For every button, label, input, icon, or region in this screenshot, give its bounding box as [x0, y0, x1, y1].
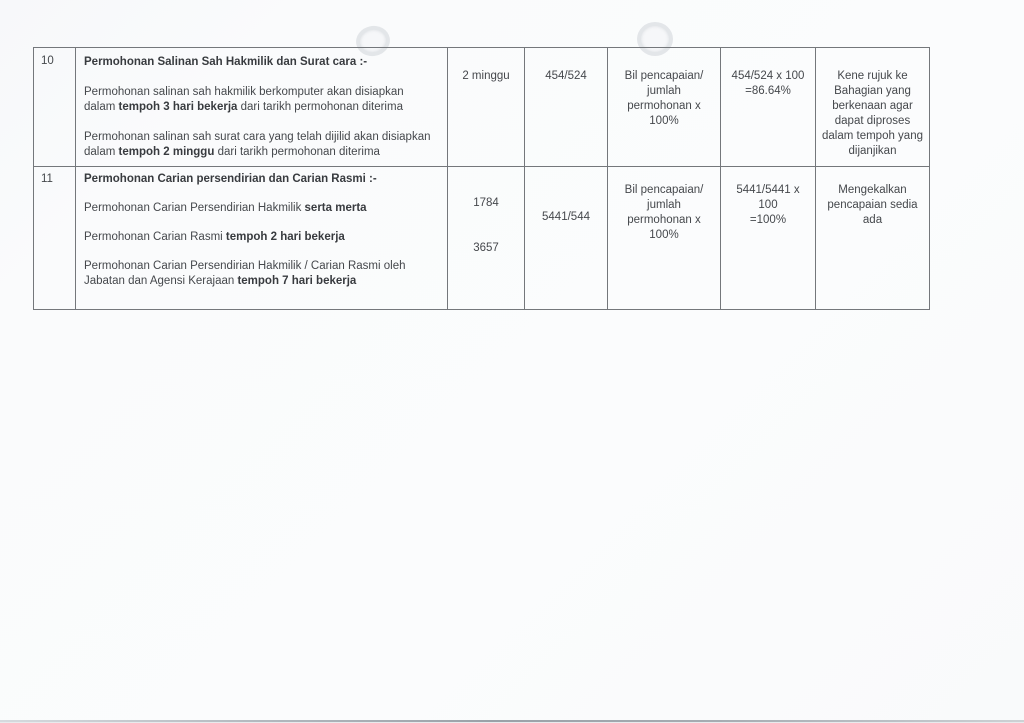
row-number: 10 [41, 55, 54, 67]
formula-line: jumlah [647, 85, 681, 97]
paragraph-text: Permohonan salinan sah surat cara yang telah dijilid akan disiapkan dalam [84, 131, 431, 158]
calculation-cell [721, 48, 816, 167]
ratio-value: 5441/544 [542, 211, 590, 223]
formula-line: 100% [649, 229, 679, 241]
paragraph-bold-text: tempoh 2 hari bekerja [225, 231, 345, 243]
paragraph-text: Permohonan salinan sah hakmilik berkomputer akan disiapkan dalam [84, 86, 404, 113]
count-value: 3657 [473, 242, 499, 254]
formula-line: 100% [649, 115, 679, 127]
remark-cell [816, 48, 930, 167]
service-paragraph [84, 259, 438, 289]
formula-line: jumlah [647, 199, 681, 211]
remark-line: dapat diproses [834, 115, 911, 127]
service-heading: Permohonan Carian persendirian dan Carian Rasmi :- [84, 173, 377, 185]
paragraph-bold-text: serta merta [304, 202, 367, 214]
service-paragraph [84, 230, 438, 245]
remark-line: dalam tempoh yang [821, 130, 923, 142]
row-number-cell [34, 48, 76, 167]
formula-line: permohonan x [627, 100, 701, 112]
calculation-line: 100 [758, 199, 778, 211]
formula-line: Bil pencapaian/ [624, 70, 704, 82]
description-cell [76, 167, 448, 310]
paragraph-text: dari tarikh permohonan diterima [237, 101, 403, 113]
paragraph-text: Permohonan Carian Persendirian Hakmilik / Carian Rasmi oleh Jabatan dan Agensi Kerajaan [84, 260, 406, 287]
count-value: 1784 [473, 197, 499, 209]
service-heading: Permohonan Salinan Sah Hakmilik dan Surat cara :- [84, 56, 368, 68]
formula-line: permohonan x [627, 214, 701, 226]
calculation-cell [721, 167, 816, 310]
period-cell [448, 48, 525, 167]
service-paragraph [84, 130, 438, 160]
ratio-cell [525, 48, 608, 167]
service-performance-table [33, 47, 930, 310]
remark-line: berkenaan agar [832, 100, 913, 112]
remark-line: dijanjikan [848, 145, 897, 157]
table-row-10 [34, 48, 930, 167]
remark-line: ada [862, 214, 883, 226]
row-number: 11 [41, 173, 53, 185]
paragraph-bold-text: tempoh 3 hari bekerja [118, 101, 238, 113]
paragraph-bold-text: tempoh 7 hari bekerja [237, 275, 357, 287]
ratio-cell [525, 167, 608, 310]
remark-line: Kene rujuk ke [837, 70, 908, 82]
remark-line: Bahagian yang [834, 85, 911, 97]
service-paragraph [84, 85, 438, 115]
remark-line: Mengekalkan [838, 184, 907, 196]
service-paragraph [84, 201, 438, 216]
row-number-cell [34, 167, 76, 310]
table-row-11 [34, 167, 930, 310]
calculation-line: =86.64% [745, 85, 791, 97]
remark-cell [816, 167, 930, 310]
calculation-line: 5441/5441 x [736, 184, 800, 196]
ratio-value: 454/524 [545, 70, 587, 82]
calculation-line: 454/524 x 100 [731, 70, 805, 82]
period-value: 2 minggu [462, 70, 510, 82]
paragraph-text: dari tarikh permohonan diterima [214, 146, 380, 158]
remark-line: pencapaian sedia [827, 199, 918, 211]
formula-cell [608, 48, 721, 167]
paragraph-bold-text: tempoh 2 minggu [118, 146, 215, 158]
formula-cell [608, 167, 721, 310]
count-values-cell [448, 167, 525, 310]
calculation-line: =100% [749, 214, 787, 226]
formula-line: Bil pencapaian/ [624, 184, 704, 196]
description-cell [76, 48, 448, 167]
paragraph-text: Permohonan Carian Persendirian Hakmilik [84, 202, 305, 214]
paragraph-text: Permohonan Carian Rasmi [84, 231, 226, 243]
